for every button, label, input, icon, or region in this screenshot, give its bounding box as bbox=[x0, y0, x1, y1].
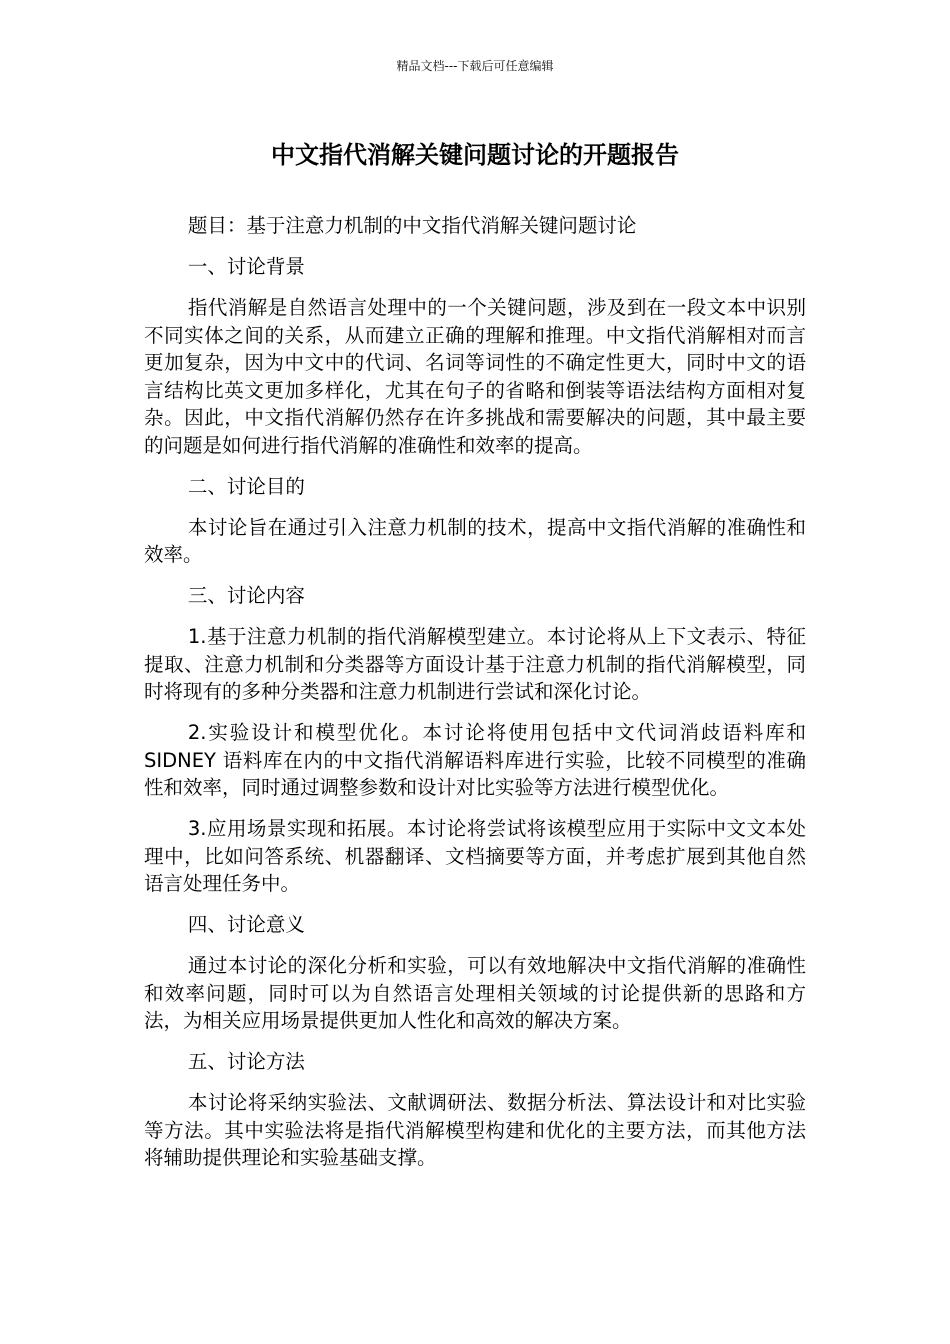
content-paragraph-application: 3.应用场景实现和拓展。本讨论将尝试将该模型应用于实际中文文本处理中，比如问答系统、机器翻译、文档摘要等方面，并考虑扩展到其他自然语言处理任务中。 bbox=[144, 817, 806, 895]
background-paragraph: 指代消解是自然语言处理中的一个关键问题，涉及到在一段文本中识别不同实体之间的关系，从而建立正确的理解和推理。中文指代消解相对而言更加复杂，因为中文中的代词、名词等词性的不确定性更大，同时中文的语言结构比英文更加多样化，尤其在句子的省略和倒装等语法结构方面相对复杂。因此，中文指代消解仍然存在许多挑战和需要解决的问题，其中最主要的问题是如何进行指代消解的准确性和效率的提高。 bbox=[144, 296, 806, 457]
section-heading-methods: 五、讨论方法 bbox=[187, 1050, 305, 1073]
document-body bbox=[144, 212, 806, 1185]
section-heading-content: 三、讨论内容 bbox=[187, 584, 305, 607]
header-note: 精品文档---下载后可任意编辑 bbox=[396, 59, 554, 73]
document-title: 中文指代消解关键问题讨论的开题报告 bbox=[271, 141, 679, 169]
significance-paragraph: 通过本讨论的深化分析和实验，可以有效地解决中文指代消解的准确性和效率问题，同时可以为自然语言处理相关领域的讨论提供新的思路和方法，为相关应用场景提供更加人性化和高效的解决方案。 bbox=[144, 954, 806, 1032]
content-paragraph-model: 1.基于注意力机制的指代消解模型建立。本讨论将从上下文表示、特征提取、注意力机制和分类器等方面设计基于注意力机制的指代消解模型，同时将现有的多种分类器和注意力机制进行尝试和深化讨论。 bbox=[144, 625, 806, 703]
section-heading-significance: 四、讨论意义 bbox=[187, 913, 305, 936]
content-paragraph-experiment: 2.实验设计和模型优化。本讨论将使用包括中文代词消歧语料库和 SIDNEY 语料库在内的中文指代消解语料库进行实验，比较不同模型的准确性和效率，同时通过调整参数和设计对比实验等方法进行模型优化。 bbox=[144, 721, 806, 799]
methods-paragraph: 本讨论将采纳实验法、文献调研法、数据分析法、算法设计和对比实验等方法。其中实验法将是指代消解模型构建和优化的主要方法，而其他方法将辅助提供理论和实验基础支撑。 bbox=[144, 1091, 806, 1169]
section-heading-purpose: 二、讨论目的 bbox=[187, 474, 305, 498]
purpose-paragraph: 本讨论旨在通过引入注意力机制的技术，提高中文指代消解的准确性和效率。 bbox=[144, 515, 806, 566]
subject-line: 题目：基于注意力机制的中文指代消解关键问题讨论 bbox=[187, 214, 637, 237]
section-heading-background: 一、讨论背景 bbox=[187, 255, 305, 278]
